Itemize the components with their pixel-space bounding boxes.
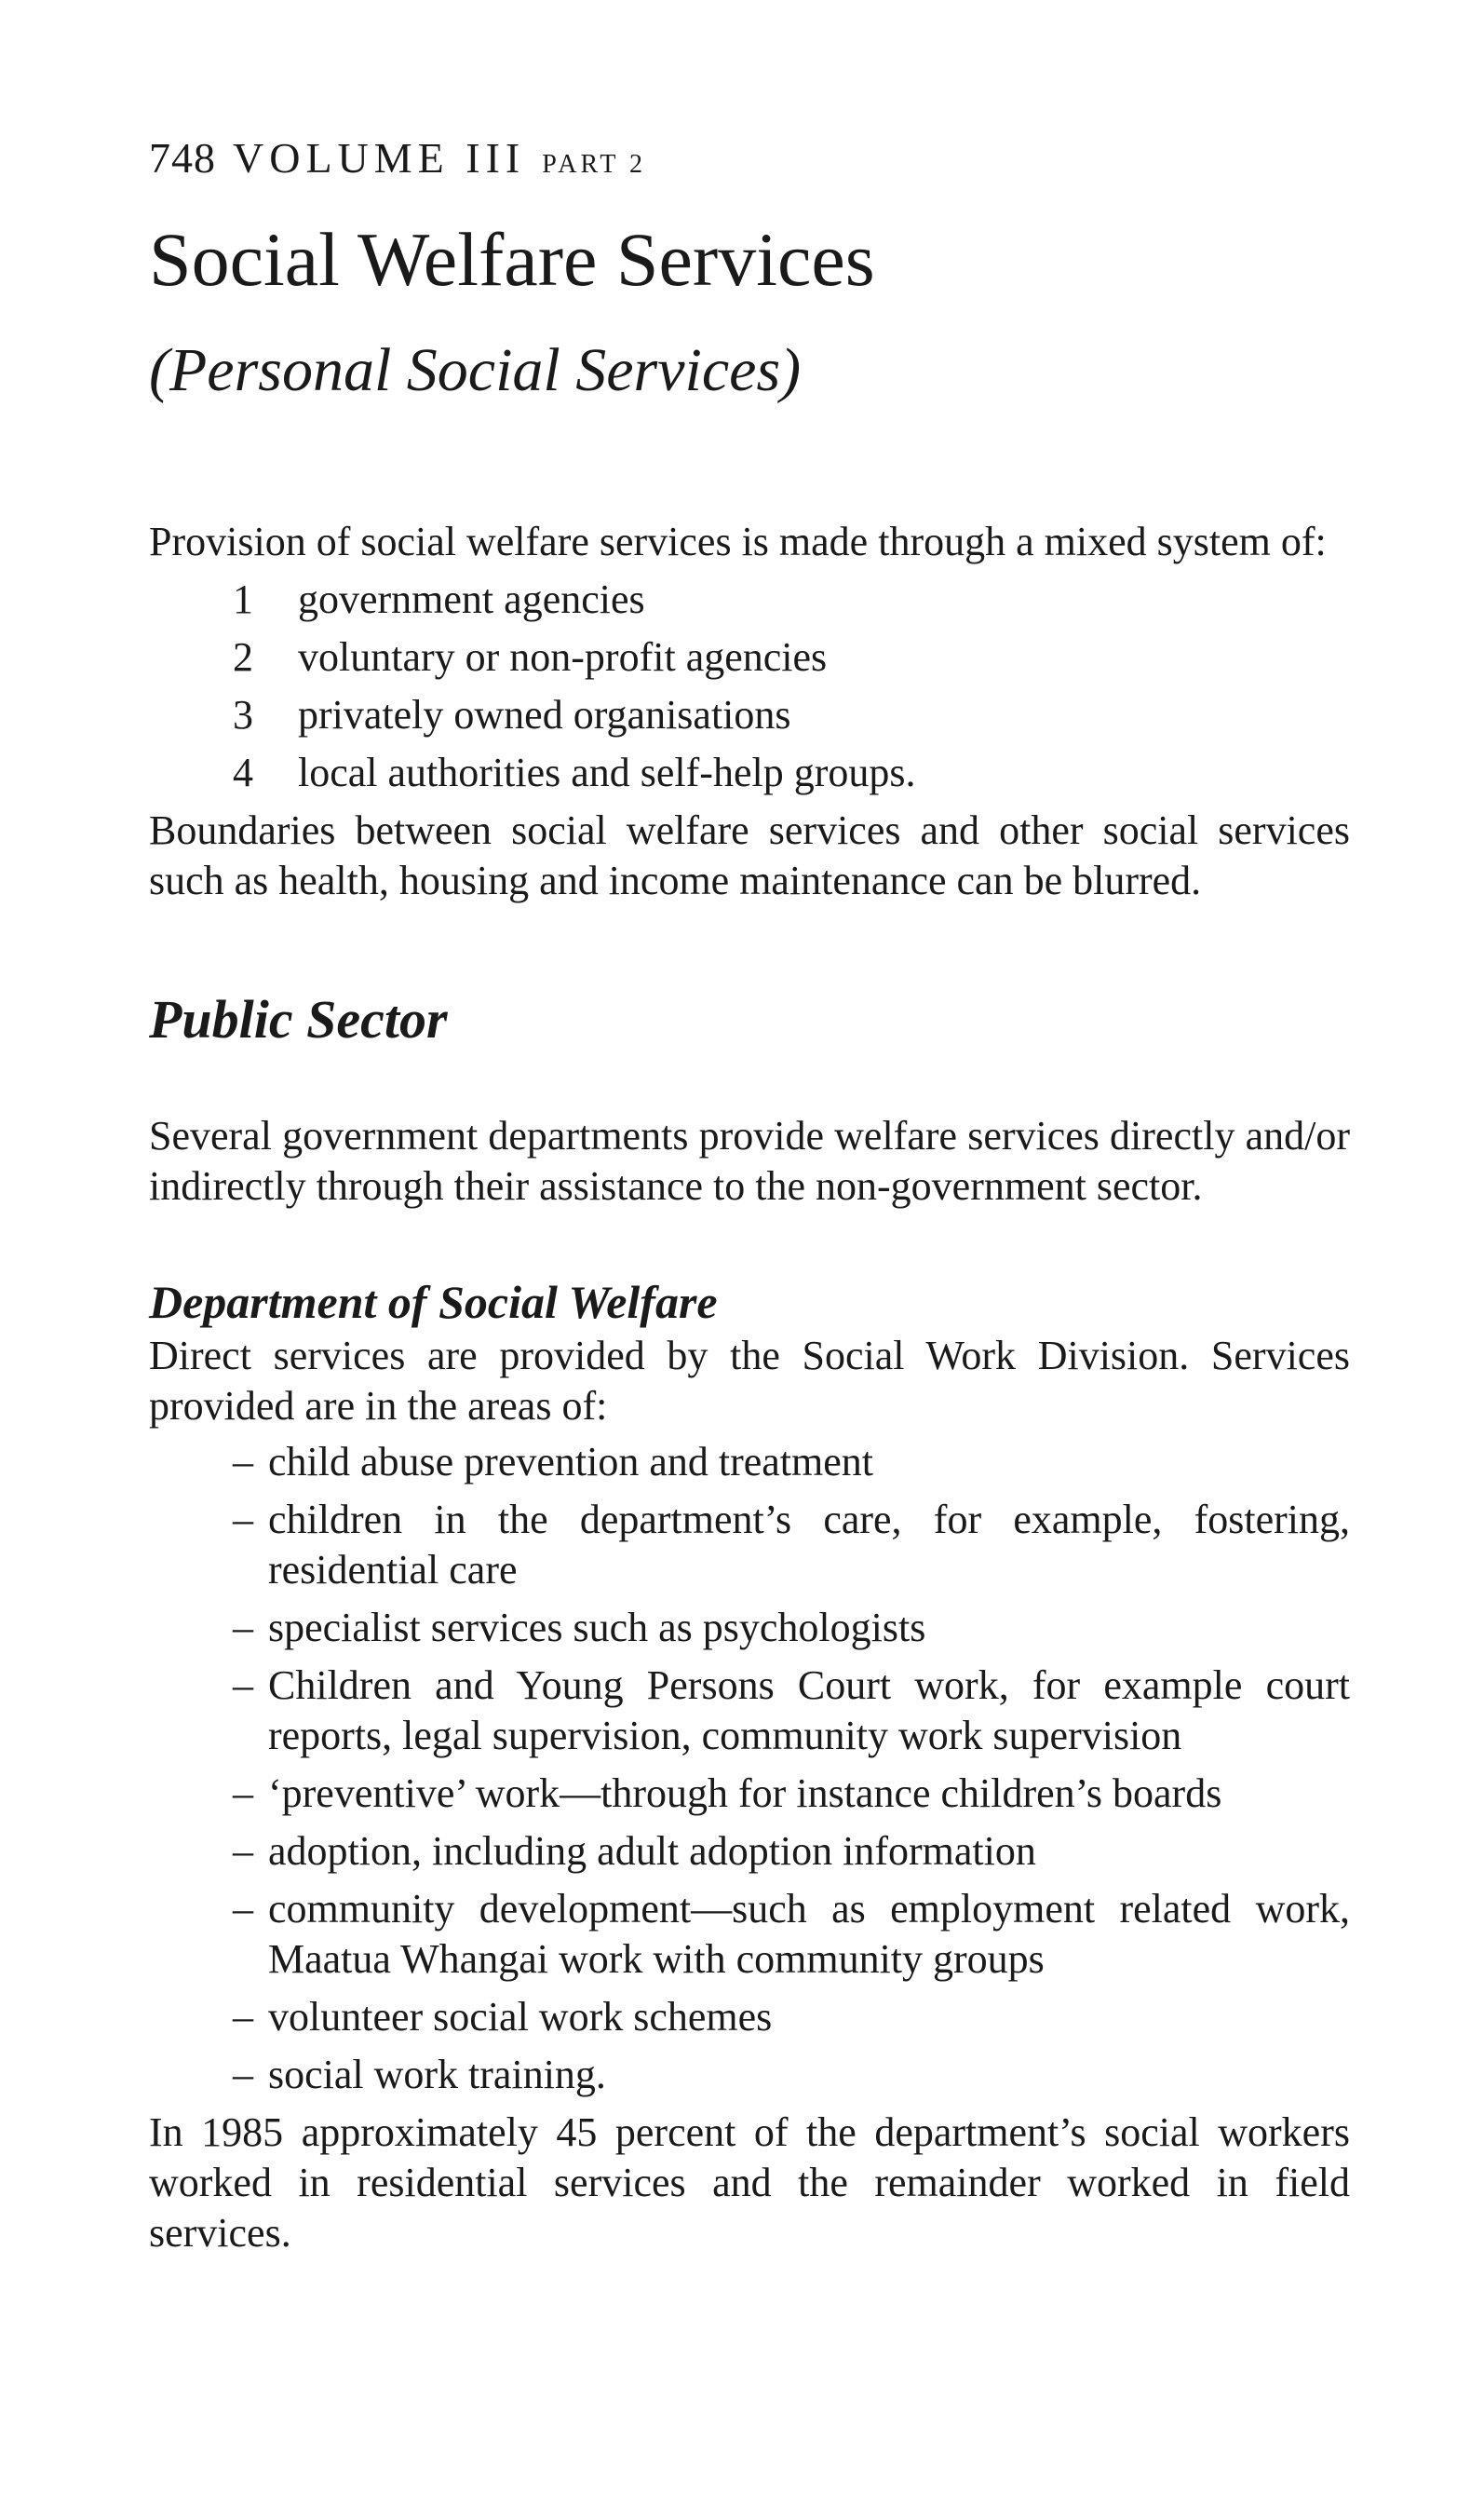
volume-label: VOLUME III [233, 134, 526, 182]
list-item: – Children and Young Persons Court work, for example court reports, legal supervision, community work supervision [233, 1661, 1350, 1761]
list-text: specialist services such as psychologists [268, 1605, 926, 1650]
public-sector-paragraph: Several government departments provide welfare services directly and/or indirectly through their assistance to the non-government sector. [149, 1113, 1350, 1209]
list-text: Children and Young Persons Court work, for example court reports, legal supervision, community work supervision [268, 1662, 1350, 1758]
services-list [149, 1437, 1350, 2100]
list-item: – volunteer social work schemes [233, 1992, 1350, 2042]
list-item: – children in the department’s care, for example, fostering, residential care [233, 1495, 1350, 1595]
list-text: privately owned organisations [298, 692, 791, 738]
list-item [233, 629, 1350, 686]
closing-paragraph: In 1985 approximately 45 percent of the department’s social workers worked in residential services and the remainder worked in field services. [149, 2109, 1350, 2256]
list-item: – community development—such as employment related work, Maatua Whangai work with community groups [233, 1884, 1350, 1985]
system-list [149, 571, 1350, 802]
list-text: volunteer social work schemes [268, 1994, 773, 2040]
page-title: Social Welfare Services [149, 217, 875, 302]
list-text: child abuse prevention and treatment [268, 1439, 873, 1484]
list-number: 3 [233, 692, 253, 738]
list-item: – adoption, including adult adoption information [233, 1826, 1350, 1877]
list-item: – ‘preventive’ work—through for instance children’s boards [233, 1769, 1350, 1819]
list-text: voluntary or non-profit agencies [298, 634, 828, 680]
list-number: 1 [233, 576, 253, 622]
list-text: adoption, including adult adoption information [268, 1828, 1036, 1874]
boundaries-paragraph: Boundaries between social welfare services and other social services such as health, housing and income maintenance can be blurred. [149, 807, 1350, 903]
book-page [149, 130, 1350, 2258]
list-text: government agencies [298, 576, 645, 622]
list-text: children in the department’s care, for example, fostering, residential care [268, 1497, 1350, 1593]
section-heading-public-sector: Public Sector [149, 989, 448, 1050]
list-item: – specialist services such as psychologists [233, 1603, 1350, 1653]
list-item [233, 686, 1350, 744]
page-number: 748 [149, 134, 216, 182]
list-number: 2 [233, 634, 253, 680]
part-label: PART 2 [542, 150, 647, 179]
list-item [233, 571, 1350, 629]
list-item: – social work training. [233, 2050, 1350, 2100]
list-text: community development—such as employment related work, Maatua Whangai work with community groups [268, 1886, 1350, 1982]
list-text: local authorities and self-help groups. [298, 750, 916, 795]
page-subtitle: (Personal Social Services) [149, 336, 802, 404]
running-head [149, 130, 1350, 193]
department-paragraph: Direct services are provided by the Social Work Division. Services provided are in the areas of: [149, 1333, 1350, 1429]
list-text: ‘preventive’ work—through for instance children’s boards [268, 1770, 1222, 1816]
list-item: – child abuse prevention and treatment [233, 1437, 1350, 1487]
subsection-heading-department: Department of Social Welfare [149, 1276, 718, 1328]
list-number: 4 [233, 750, 253, 795]
intro-paragraph: Provision of social welfare services is made through a mixed system of: [149, 519, 1327, 564]
list-text: social work training. [268, 2052, 606, 2097]
list-item [233, 744, 1350, 802]
